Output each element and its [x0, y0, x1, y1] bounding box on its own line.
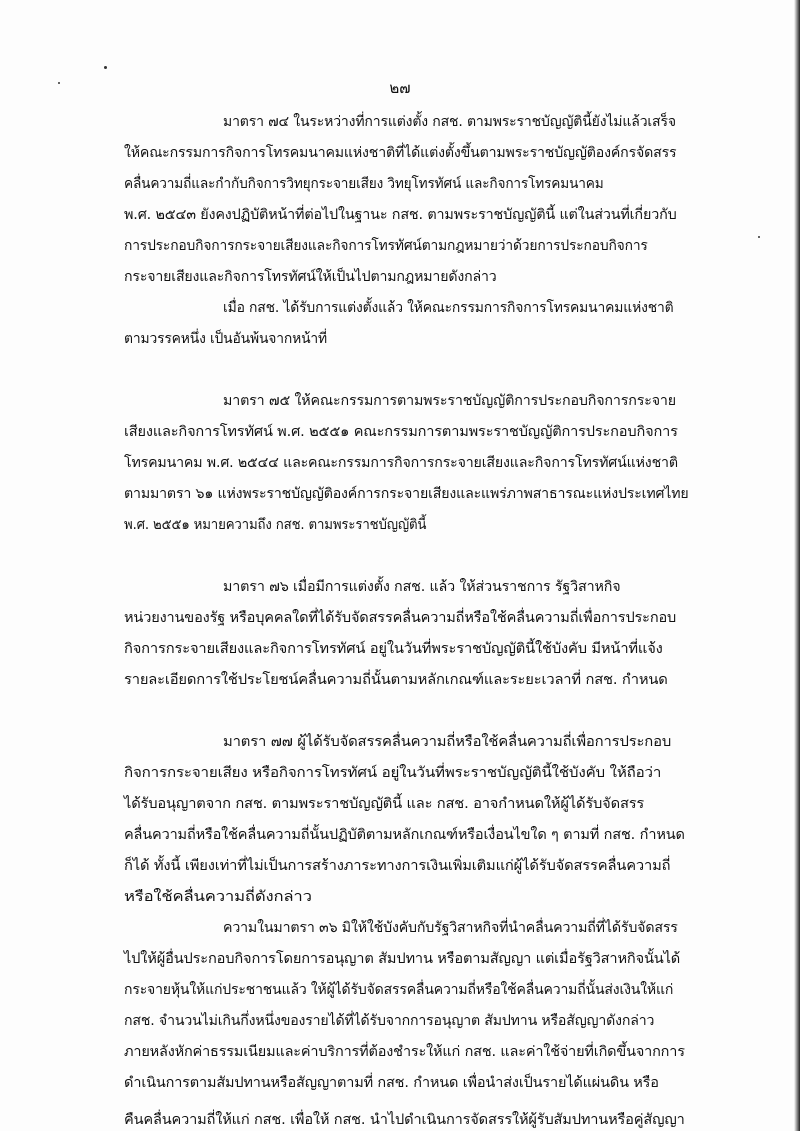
- text-line: หน่วยงานของรัฐ หรือบุคคลใดที่ได้รับจัดสรรคลื่นความถี่หรือใช้คลื่นความถี่เพื่อการประกอบ: [124, 610, 677, 626]
- text-line: รายละเอียดการใช้ประโยชน์คลื่นความถี่นั้นตามหลักเกณฑ์และระยะเวลาที่ กสช. กำหนด: [124, 672, 668, 688]
- scan-edge-shadow: [794, 0, 800, 1131]
- text-line: หรือใช้คลื่นความถี่ดังกล่าว: [124, 889, 312, 905]
- text-line: เมื่อ กสช. ได้รับการแต่งตั้งแล้ว ให้คณะกรรมการกิจการโทรคมนาคมแห่งชาติ: [223, 300, 674, 316]
- text-line: กระจายหุ้นให้แก่ประชาชนแล้ว ให้ผู้ได้รับจัดสรรคลื่นความถี่หรือใช้คลื่นความถี่นั้นส่งเงินให้แก่: [124, 982, 674, 998]
- text-line: มาตรา ๗๗ ผู้ได้รับจัดสรรคลื่นความถี่หรือใช้คลื่นความถี่เพื่อการประกอบ: [223, 734, 672, 750]
- text-line: กระจายเสียงและกิจการโทรทัศน์ให้เป็นไปตามกฎหมายดังกล่าว: [124, 269, 497, 285]
- text-line: มาตรา ๗๕ ให้คณะกรรมการตามพระราชบัญญัติการประกอบกิจการกระจาย: [223, 393, 676, 409]
- text-line: โทรคมนาคม พ.ศ. ๒๕๔๔ และคณะกรรมการกิจการกระจายเสียงและกิจการโทรทัศน์แห่งชาติ: [124, 455, 678, 471]
- text-line: ตามมาตรา ๖๑ แห่งพระราชบัญญัติองค์การกระจายเสียงและแพร่ภาพสาธารณะแห่งประเทศไทย: [124, 486, 689, 502]
- text-line: พ.ศ. ๒๕๔๓ ยังคงปฏิบัติหน้าที่ต่อไปในฐานะ กสช. ตามพระราชบัญญัตินี้ แต่ในส่วนที่เกี่ยวกับ: [124, 207, 677, 223]
- page-number: ๒๗: [389, 79, 411, 97]
- text-line: ก็ได้ ทั้งนี้ เพียงเท่าที่ไม่เป็นการสร้างภาระทางการเงินเพิ่มเติมแก่ผู้ได้รับจัดสรรคลื่นความถี่: [124, 858, 671, 874]
- text-line: ให้คณะกรรมการกิจการโทรคมนาคมแห่งชาติที่ได้แต่งตั้งขึ้นตามพระราชบัญญัติองค์กรจัดสรร: [124, 145, 677, 161]
- text-line: คืนคลื่นความถี่ให้แก่ กสช. เพื่อให้ กสช. นำไปดำเนินการจัดสรรให้ผู้รับสัมปทานหรือคู่สัญญา: [124, 1112, 685, 1128]
- text-line: ไปให้ผู้อื่นประกอบกิจการโดยการอนุญาต สัมปทาน หรือตามสัญญา แต่เมื่อรัฐวิสาหกิจนั้นได้: [124, 951, 681, 967]
- text-line: ภายหลังหักค่าธรรมเนียมและค่าบริการที่ต้องชำระให้แก่ กสช. และค่าใช้จ่ายที่เกิดขึ้นจากการ: [124, 1044, 685, 1060]
- scan-speck: [58, 82, 60, 84]
- text-line: มาตรา ๗๖ เมื่อมีการแต่งตั้ง กสช. แล้ว ให้ส่วนราชการ รัฐวิสาหกิจ: [223, 579, 621, 595]
- text-line: ความในมาตรา ๓๖ มิให้ใช้บังคับกับรัฐวิสาหกิจที่นำคลื่นความถี่ที่ได้รับจัดสรร: [223, 920, 678, 936]
- text-line: กสช. จำนวนไม่เกินกึ่งหนึ่งของรายได้ที่ได้รับจากการอนุญาต สัมปทาน หรือสัญญาดังกล่าว: [124, 1013, 655, 1029]
- text-line: มาตรา ๗๔ ในระหว่างที่การแต่งตั้ง กสช. ตามพระราชบัญญัตินี้ยังไม่แล้วเสร็จ: [223, 114, 676, 130]
- text-line: ได้รับอนุญาตจาก กสช. ตามพระราชบัญญัตินี้ และ กสช. อาจกำหนดให้ผู้ได้รับจัดสรร: [124, 796, 645, 812]
- scan-speck: [104, 66, 107, 69]
- text-line: กิจการกระจายเสียงและกิจการโทรทัศน์ อยู่ในวันที่พระราชบัญญัตินี้ใช้บังคับ มีหน้าที่แจ้ง: [124, 641, 663, 657]
- text-line: คลื่นความถี่และกำกับกิจการวิทยุกระจายเสียง วิทยุโทรทัศน์ และกิจการโทรคมนาคม: [124, 176, 604, 192]
- text-line: พ.ศ. ๒๕๕๑ หมายความถึง กสช. ตามพระราชบัญญัตินี้: [124, 517, 427, 533]
- scan-speck: [758, 236, 760, 238]
- text-line: ตามวรรคหนึ่ง เป็นอันพ้นจากหน้าที่: [124, 331, 328, 347]
- text-line: ดำเนินการตามสัมปทานหรือสัญญาตามที่ กสช. กำหนด เพื่อนำส่งเป็นรายได้แผ่นดิน หรือ: [124, 1075, 659, 1091]
- text-line: การประกอบกิจการกระจายเสียงและกิจการโทรทัศน์ตามกฎหมายว่าด้วยการประกอบกิจการ: [124, 238, 648, 254]
- text-line: คลื่นความถี่หรือใช้คลื่นความถี่นั้นปฏิบัติตามหลักเกณฑ์หรือเงื่อนไขใด ๆ ตามที่ กสช. กำหนด: [124, 827, 685, 843]
- text-line: กิจการกระจายเสียง หรือกิจการโทรทัศน์ อยู่ในวันที่พระราชบัญญัตินี้ใช้บังคับ ให้ถือว่า: [124, 765, 662, 781]
- text-line: เสียงและกิจการโทรทัศน์ พ.ศ. ๒๕๕๑ คณะกรรมการตามพระราชบัญญัติการประกอบกิจการ: [124, 424, 678, 440]
